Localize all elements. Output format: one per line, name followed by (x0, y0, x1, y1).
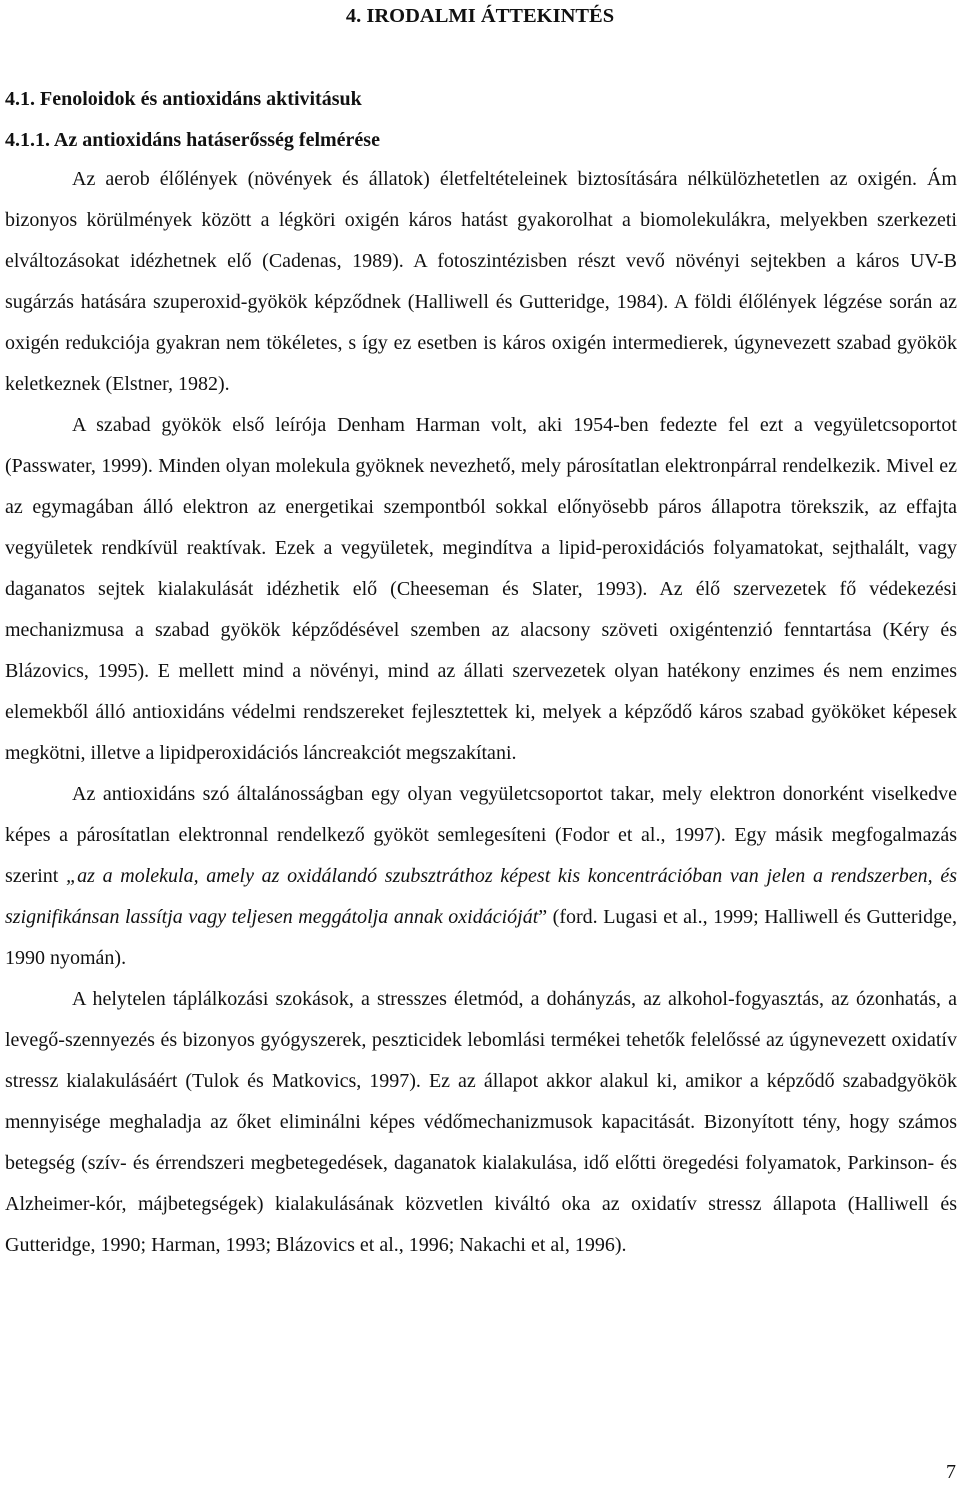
paragraph: A szabad gyökök első leírója Denham Harman volt, aki 1954-ben fedezte fel ezt a vegyületcsoportot (Passwater, 1999). Minden olyan molekula gyöknek nevezhető, mely párosítatlan elektronpárral rendelkezik. Mivel ez az egymagában álló elektron az energetikai szempontból sokkal előnyösebb páros állapotra törekszik, az effajta vegyületek rendkívül reaktívak. Ezek a vegyületek, megindítva a lipid-peroxidációs folyamatokat, sejthalált, vagy daganatos sejtek kialakulását idézhetik elő (Cheeseman és Slater, 1993). Az élő szervezetek fő védekezési mechanizmusa a szabad gyökök képződésével szemben az alacsony szöveti oxigéntenzió fenntartása (Kéry és Blázovics, 1995). E mellett mind a növényi, mind az állati szervezetek olyan hatékony enzimes és nem enzimes elemekből álló antioxidáns védelmi rendszereket fejlesztettek ki, melyek a képződő káros szabad gyököket képesek megkötni, illetve a lipidperoxidációs láncreakciót megszakítani. (5, 414, 957, 764)
body-text (5, 159, 957, 1266)
section-heading: 4.1. Fenoloidok és antioxidáns aktivitásuk (5, 88, 362, 110)
paragraph (5, 774, 957, 979)
page-number: 7 (946, 1461, 956, 1483)
definition-quote: „az a molekula, amely az oxidálandó szubsztráthoz képest kis koncentrációban van jelen a rendszerben, és szignifikánsan lassítja vagy teljesen meggátolja annak oxidációját (5, 865, 958, 928)
paragraph: Az aerob élőlények (növények és állatok) életfeltételeinek biztosítására nélkülözhetetlen az oxigén. Ám bizonyos körülmények között a légköri oxigén káros hatást gyakorolhat a biomolekulákra, melyekben szerkezeti elváltozásokat idézhetnek elő (Cadenas, 1989). A fotoszintézisben részt vevő növényi sejtekben a káros UV-B sugárzás hatására szuperoxid-gyökök képződnek (Halliwell és Gutteridge, 1984). A földi élőlények légzése során az oxigén redukciója gyakran nem tökéletes, s így ez esetben is káros oxigén intermedierek, úgynevezett szabad gyökök keletkeznek (Elstner, 1982). (5, 168, 957, 395)
subsection-heading: 4.1.1. Az antioxidáns hatáserősség felmérése (5, 129, 380, 151)
chapter-title: 4. IRODALMI ÁTTEKINTÉS (345, 5, 615, 27)
paragraph-text: ” (ford. Lugasi et al., 1999; Halliwell és Gutteridge, 1990 nyomán). (5, 906, 957, 969)
paragraph-text: Az antioxidáns szó általánosságban egy olyan vegyületcsoportot takar, mely elektron donorként viselkedve képes a párosítatlan elektronnal rendelkező gyököt semlegesíteni (Fodor et al., 1997). Egy másik megfogalmazás szerint (5, 783, 957, 887)
paragraph: A helytelen táplálkozási szokások, a stresszes életmód, a dohányzás, az alkohol-fogyasztás, az ózonhatás, a levegő-szennyezés és bizonyos gyógyszerek, peszticidek lebomlási termékei tehetők felelőssé az úgynevezett oxidatív stressz kialakulásáért (Tulok és Matkovics, 1997). Ez az állapot akkor alakul ki, amikor a képződő szabadgyökök mennyisége meghaladja az őket eliminálni képes védőmechanizmusok kapacitását. Bizonyított tény, hogy számos betegség (szív- és érrendszeri megbetegedések, daganatok kialakulása, idő előtti öregedési folyamatok, Parkinson- és Alzheimer-kór, májbetegségek) kialakulásának közvetlen kiváltó oka az oxidatív stressz állapota (Halliwell és Gutteridge, 1990; Harman, 1993; Blázovics et al., 1996; Nakachi et al, 1996). (5, 988, 957, 1256)
